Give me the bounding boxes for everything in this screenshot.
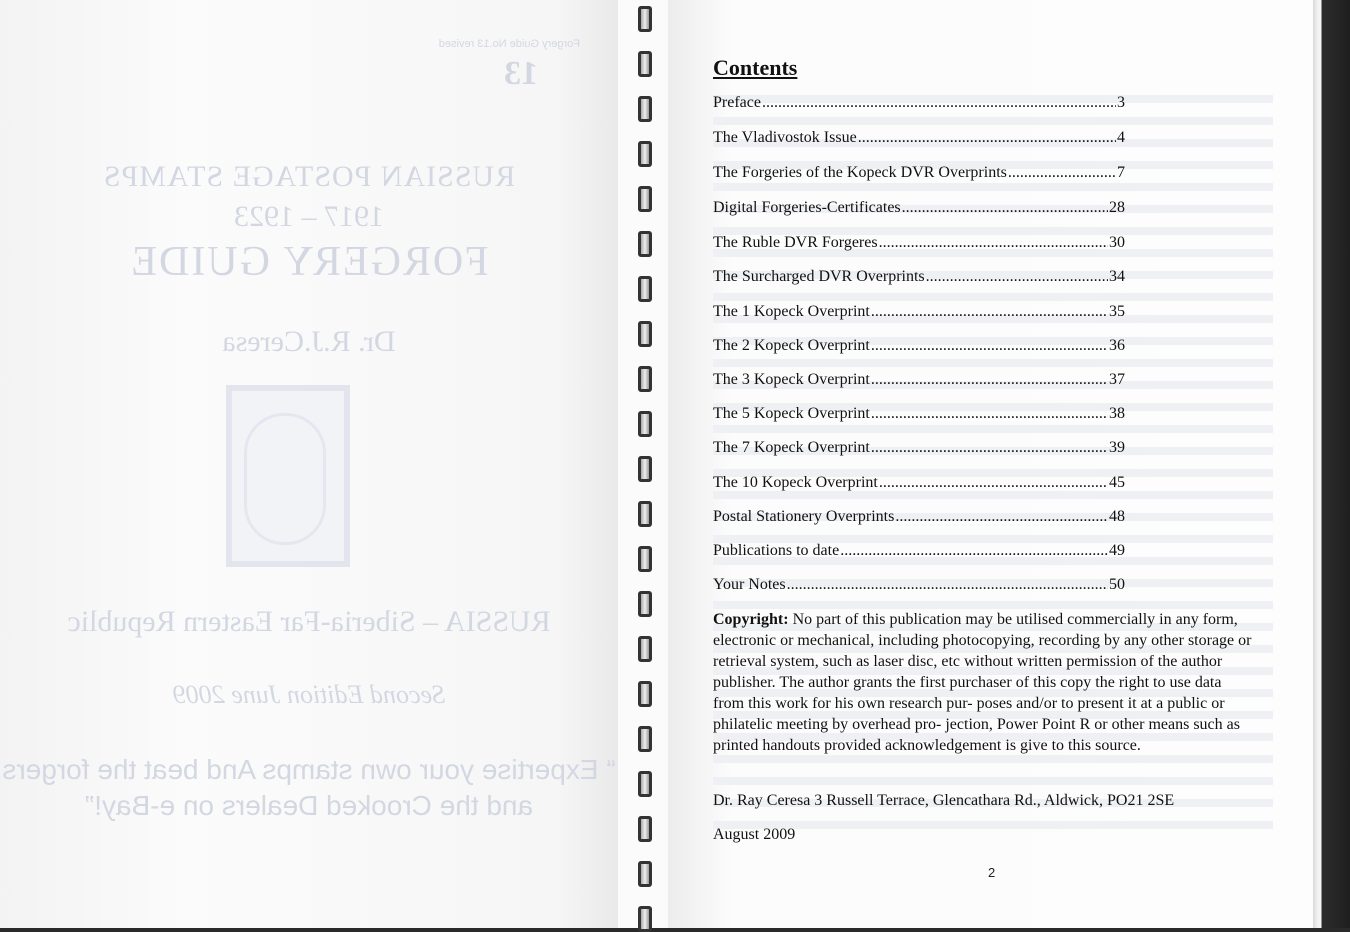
binding-coil: [638, 96, 652, 122]
toc-entry-label: The 7 Kopeck Overprint: [713, 439, 870, 456]
binding-coil: [638, 861, 652, 887]
show-through-line: [713, 359, 1273, 367]
binding-coil: [638, 141, 652, 167]
toc-entry: [713, 234, 1125, 256]
toc-entry-label: The Forgeries of the Kopeck DVR Overprints: [713, 164, 1007, 181]
copyright-notice: [713, 609, 1253, 756]
binding-coil: [638, 906, 652, 932]
toc-entry-label: The 10 Kopeck Overprint: [713, 474, 878, 491]
toc-entry-page: 45: [1109, 474, 1125, 491]
toc-leader-dots: [762, 94, 1116, 112]
toc-entry: [713, 337, 1125, 359]
toc-leader-dots: [926, 268, 1108, 286]
ghost-stamp-image: [226, 385, 350, 567]
toc-leader-dots: [871, 405, 1108, 423]
show-through-line: [713, 293, 1273, 301]
copyright-text: No part of this publication may be utilised commercially in any form, electronic or mechanical, including photocopying, recording by any other storage or retrieval system, such as laser disc, etc without written permission of the author publisher. The author grants the first purchaser of this copy the right to use data from this work for his own research pur- poses and/or to present it at a public or philatelic meeting by overhead pro- jection, Power Point R or other means such as printed handouts provided acknowledgement is give to this source.: [713, 611, 1252, 754]
toc-leader-dots: [902, 199, 1108, 217]
toc-entry-page: 36: [1109, 337, 1125, 354]
toc-leader-dots: [871, 371, 1108, 389]
toc-entry: [713, 474, 1125, 496]
toc-entry-page: 50: [1109, 576, 1125, 593]
toc-leader-dots: [879, 474, 1108, 492]
toc-entry: [713, 371, 1125, 393]
toc-entry: [713, 542, 1125, 564]
toc-entry-page: 37: [1109, 371, 1125, 388]
ghost-title-line-3: FORGERY GUIDE: [129, 239, 489, 285]
ghost-title-line-1: RUSSIAN POSTAGE STAMPS: [102, 160, 516, 193]
toc-entry-page: 28: [1109, 199, 1125, 216]
ghost-title-line-2: 1917 – 1923: [234, 200, 384, 233]
show-through-line: [713, 601, 1273, 609]
ghost-subtitle: RUSSIA – Siberia-Far Eastern Republic: [67, 605, 551, 638]
toc-entry-page: 30: [1109, 234, 1125, 251]
binding-coil: [638, 276, 652, 302]
toc-entry: [713, 94, 1125, 116]
page-edge: [1313, 0, 1350, 928]
binding-coil: [638, 771, 652, 797]
toc-entry-label: Your Notes: [713, 576, 786, 593]
left-page: [0, 0, 618, 928]
toc-leader-dots: [871, 439, 1108, 457]
toc-entry-label: The 1 Kopeck Overprint: [713, 303, 870, 320]
toc-entry: [713, 303, 1125, 325]
binding-coil: [638, 6, 652, 32]
toc-leader-dots: [1008, 164, 1116, 182]
show-through-cover: [0, 0, 618, 928]
toc-leader-dots: [871, 337, 1108, 355]
binding-coil: [638, 186, 652, 212]
toc-entry: [713, 405, 1125, 427]
publication-date: August 2009: [713, 826, 796, 843]
toc-entry-page: 49: [1109, 542, 1125, 559]
toc-entry-label: Publications to date: [713, 542, 840, 559]
toc-leader-dots: [879, 234, 1108, 252]
toc-entry: [713, 199, 1125, 221]
toc-leader-dots: [895, 508, 1108, 526]
binding-coil: [638, 231, 652, 257]
toc-entry: [713, 164, 1125, 186]
toc-entry-page: 39: [1109, 439, 1125, 456]
toc-entry-page: 48: [1109, 508, 1125, 525]
binding-coil: [638, 51, 652, 77]
toc-entry-page: 7: [1117, 164, 1125, 181]
binding-coil: [638, 456, 652, 482]
ghost-number: 13: [504, 55, 538, 92]
toc-entry: [713, 576, 1125, 598]
show-through-line: [713, 117, 1273, 125]
toc-entry-label: The 3 Kopeck Overprint: [713, 371, 870, 388]
toc-entry-label: Preface: [713, 94, 761, 111]
binding-coil: [638, 411, 652, 437]
toc-entry-page: 3: [1117, 94, 1125, 111]
toc-entry: [713, 268, 1125, 290]
toc-entry-label: The 2 Kopeck Overprint: [713, 337, 870, 354]
page-number: 2: [988, 865, 996, 880]
binding-coil: [638, 636, 652, 662]
binding-coil: [638, 591, 652, 617]
ghost-author: Dr. R.J.Ceresa: [222, 325, 396, 358]
author-address: Dr. Ray Ceresa 3 Russell Terrace, Glencathara Rd., Aldwick, PO21 2SE: [713, 792, 1175, 809]
toc-entry: [713, 439, 1125, 461]
binding-coil: [638, 546, 652, 572]
toc-entry-label: The 5 Kopeck Overprint: [713, 405, 870, 422]
toc-entry-label: Postal Stationery Overprints: [713, 508, 895, 525]
toc-entry: [713, 129, 1125, 151]
toc-leader-dots: [858, 129, 1116, 147]
toc-leader-dots: [871, 303, 1108, 321]
contents-heading: Contents: [713, 55, 798, 80]
binding-coil: [638, 816, 652, 842]
copyright-label: Copyright:: [713, 611, 789, 628]
show-through-line: [713, 755, 1273, 763]
right-page: [668, 0, 1313, 928]
toc-entry-page: 4: [1117, 129, 1125, 146]
binding-coil: [638, 321, 652, 347]
toc-entry-label: The Ruble DVR Forgeres: [713, 234, 878, 251]
binding-coil: [638, 681, 652, 707]
toc-entry-page: 34: [1109, 268, 1125, 285]
ghost-edition: Second Edition June 2009: [172, 680, 446, 709]
toc-entry-page: 38: [1109, 405, 1125, 422]
toc-leader-dots: [787, 576, 1108, 594]
toc-entry-label: The Surcharged DVR Overprints: [713, 268, 925, 285]
toc-entry-page: 35: [1109, 303, 1125, 320]
toc-leader-dots: [840, 542, 1108, 560]
show-through-line: [713, 777, 1273, 785]
binding-coil: [638, 366, 652, 392]
ghost-slogan: “ Expertise your own stamps And beat the forgers and the Crooked Dealers on e-Bay!”: [2, 754, 616, 821]
toc-entry-label: The Vladivostok Issue: [713, 129, 857, 146]
show-through-line: [713, 821, 1273, 829]
binding-coil: [638, 726, 652, 752]
toc-entry: [713, 508, 1125, 530]
toc-entry-label: Digital Forgeries-Certificates: [713, 199, 901, 216]
spiral-binding: [618, 0, 668, 928]
binding-coil: [638, 501, 652, 527]
ghost-header: Forgery Guide No.13 revised: [438, 38, 580, 50]
